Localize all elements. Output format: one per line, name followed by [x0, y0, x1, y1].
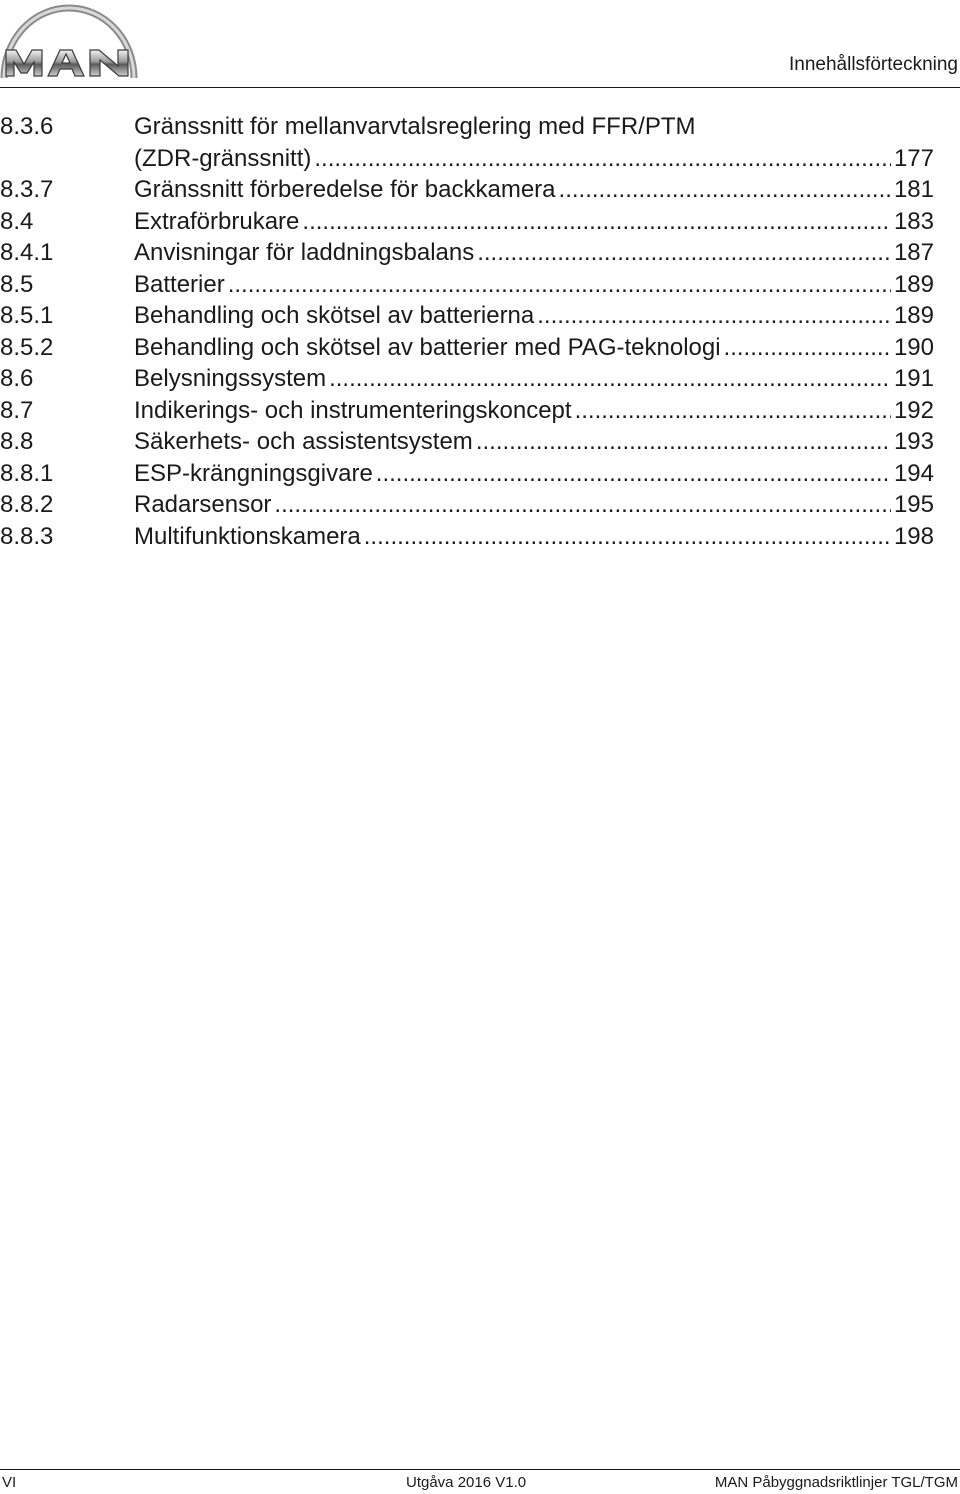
toc-entry-page: 181 — [893, 176, 934, 203]
toc-dot-leader — [477, 237, 891, 269]
toc-dot-leader — [537, 300, 891, 332]
toc-entry-title: Extraförbrukare — [134, 207, 300, 235]
toc-entry-number: 8.5.1 — [0, 302, 54, 329]
toc-entry-number: 8.5.2 — [0, 333, 54, 361]
toc-entry[interactable] — [0, 206, 934, 238]
toc-entry-number: 8.8.3 — [0, 522, 54, 550]
toc-entry-number: 8.8 — [0, 428, 34, 455]
toc-dot-leader — [302, 206, 891, 238]
toc-entry[interactable] — [0, 332, 934, 364]
toc-entry[interactable] — [0, 111, 934, 174]
toc-dot-leader — [274, 489, 891, 521]
toc-entry[interactable] — [0, 269, 934, 301]
toc-entry-title: Gränssnitt för mellanvarvtalsreglering med FFR/PTM — [134, 113, 696, 140]
toc-entry[interactable] — [0, 363, 934, 395]
toc-dot-leader — [376, 458, 891, 490]
footer-edition: Utgåva 2016 V1.0 — [406, 1474, 527, 1491]
toc-dot-leader — [364, 521, 891, 553]
toc-entry-title-continued: (ZDR-gränssnitt) — [134, 144, 312, 172]
toc-entry-page: 195 — [893, 491, 934, 518]
toc-entry-number: 8.8.1 — [0, 459, 54, 487]
toc-dot-leader — [724, 332, 891, 364]
toc-entry-number: 8.3.6 — [0, 113, 54, 140]
toc-entry-page: 187 — [893, 239, 934, 266]
toc-entry-page: 190 — [893, 333, 934, 361]
toc-dot-leader — [559, 174, 891, 206]
toc-entry-page: 192 — [893, 396, 934, 424]
toc-entry-page: 194 — [893, 459, 934, 487]
toc-entry[interactable] — [0, 426, 934, 458]
man-logo — [0, 0, 138, 82]
toc-entry-title: Säkerhets- och assistentsystem — [134, 428, 473, 455]
toc-entry-number: 8.7 — [0, 396, 34, 424]
toc-entry-number: 8.4.1 — [0, 239, 54, 266]
toc-entry-number: 8.6 — [0, 365, 34, 392]
footer-page-label: VI — [2, 1474, 17, 1491]
toc-entry[interactable] — [0, 300, 934, 332]
toc-entry[interactable] — [0, 458, 934, 490]
toc-dot-leader — [476, 426, 891, 458]
section-title: Innehållsförteckning — [789, 54, 958, 75]
toc-entry-title: Anvisningar för laddningsbalans — [134, 239, 475, 266]
toc-entry-page: 191 — [893, 365, 934, 392]
toc-dot-leader — [314, 143, 891, 175]
footer-divider — [0, 1469, 960, 1470]
toc-entry-title: Batterier — [134, 270, 225, 298]
toc-entry-title: ESP-krängningsgivare — [134, 459, 373, 487]
toc-entry-page: 193 — [893, 428, 934, 455]
toc-entry-number: 8.3.7 — [0, 176, 54, 203]
toc-entry[interactable] — [0, 174, 934, 206]
footer-document-title: MAN Påbyggnadsriktlinjer TGL/TGM — [714, 1474, 958, 1491]
toc-entry-title: Indikerings- och instrumenteringskoncept — [134, 396, 572, 424]
toc-entry-title: Behandling och skötsel av batterierna — [134, 302, 535, 329]
toc-entry-title: Belysningssystem — [134, 365, 327, 392]
toc-entry-title: Gränssnitt förberedelse för backkamera — [134, 176, 556, 203]
toc-entry-page: 183 — [893, 207, 934, 235]
toc-dot-leader — [228, 269, 891, 301]
toc-entry-page: 189 — [893, 270, 934, 298]
toc-entry-number: 8.5 — [0, 270, 34, 298]
toc-entry[interactable] — [0, 395, 934, 427]
toc-dot-leader — [329, 363, 891, 395]
toc-entry-number: 8.4 — [0, 207, 34, 235]
toc-entry-page: 198 — [893, 522, 934, 550]
toc-entry-page: 189 — [893, 302, 934, 329]
table-of-contents — [0, 111, 934, 552]
toc-entry-title: Radarsensor — [134, 491, 272, 518]
header-divider — [0, 87, 960, 88]
toc-entry-page: 177 — [893, 144, 934, 172]
toc-entry[interactable] — [0, 489, 934, 521]
toc-entry-number: 8.8.2 — [0, 491, 54, 518]
toc-entry-title: Multifunktionskamera — [134, 522, 361, 550]
toc-dot-leader — [575, 395, 891, 427]
toc-entry-title: Behandling och skötsel av batterier med PAG-teknologi — [134, 333, 721, 361]
toc-entry[interactable] — [0, 521, 934, 553]
toc-entry[interactable] — [0, 237, 934, 269]
